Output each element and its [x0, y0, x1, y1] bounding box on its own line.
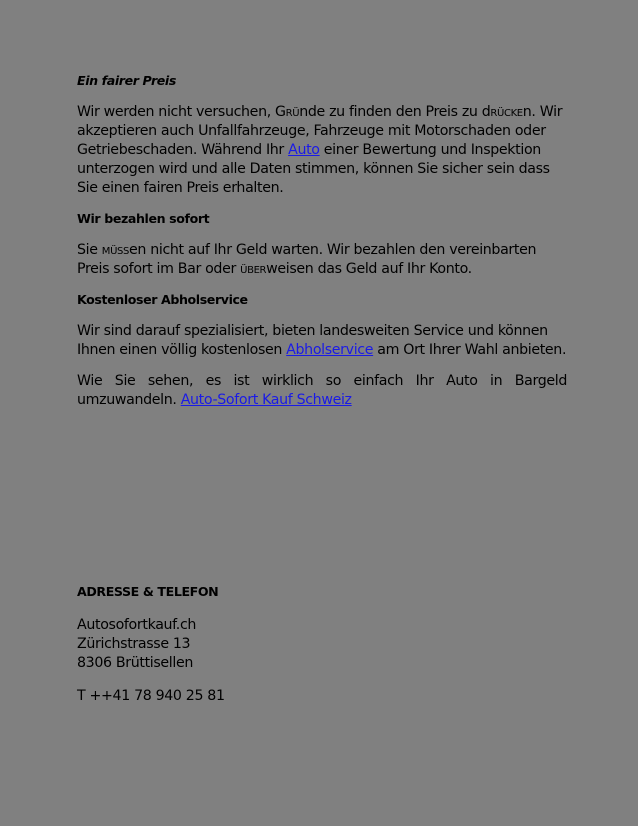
main-content — [77, 72, 567, 422]
text-span: am Ort Ihrer Wahl anbieten. — [373, 342, 567, 358]
address-street: Zürichstrasse 13 — [77, 636, 191, 652]
text-span: Wir sind darauf spezialisiert, bieten landesweiten Service und können Ihnen einen völlig kostenlosen — [77, 323, 548, 358]
heading-free-pickup: Kostenloser Abholservice — [77, 292, 248, 307]
text-span: einer Bewertung und Inspektion unterzogen wird und alle Daten stimmen, können Sie sicher sein dass Sie einen fairen Preis erhalten. — [77, 142, 550, 196]
address-lines — [77, 616, 567, 706]
paragraph-free-pickup — [77, 322, 567, 360]
address-section — [77, 583, 567, 706]
paragraph-fair-price — [77, 103, 567, 198]
heading-address: ADRESSE & TELEFON — [77, 584, 219, 599]
link-auto[interactable]: Auto — [288, 142, 320, 158]
link-auto-sofort-kauf[interactable]: Auto-Sofort Kauf Schweiz — [180, 392, 352, 408]
paragraph-conclusion — [77, 372, 567, 410]
paragraph-pay-immediately — [77, 241, 567, 279]
heading-fair-price: Ein fairer Preis — [77, 73, 176, 88]
text-span: Wir werden nicht versuchen, G — [77, 104, 286, 120]
link-abholservice[interactable]: Abholservice — [286, 342, 374, 358]
text-span: rücke — [490, 104, 523, 120]
address-phone: T ++41 78 940 25 81 — [77, 688, 225, 704]
text-span: weisen das Geld auf Ihr Konto. — [266, 261, 472, 277]
text-span: en nicht auf Ihr Geld warten. Wir bezahlen den vereinbarten Preis sofort im Bar oder — [77, 242, 537, 277]
text-span: Wie Sie sehen, es ist wirklich so einfach Ihr Auto in Bargeld umzuwandeln. — [77, 373, 567, 408]
heading-pay-immediately: Wir bezahlen sofort — [77, 211, 210, 226]
text-span: nde zu finden den Preis zu d — [299, 104, 491, 120]
text-span: müss — [101, 242, 130, 258]
text-span: n. Wir akzeptieren auch Unfallfahrzeuge, Fahrzeuge mit Motorschaden oder Getriebeschaden. Während Ihr — [77, 104, 563, 158]
text-span: rü — [285, 104, 300, 120]
address-company: Autosofortkauf.ch — [77, 617, 197, 633]
text-span: über — [240, 261, 267, 277]
text-span: Sie — [77, 242, 102, 258]
address-city: 8306 Brüttisellen — [77, 655, 194, 671]
